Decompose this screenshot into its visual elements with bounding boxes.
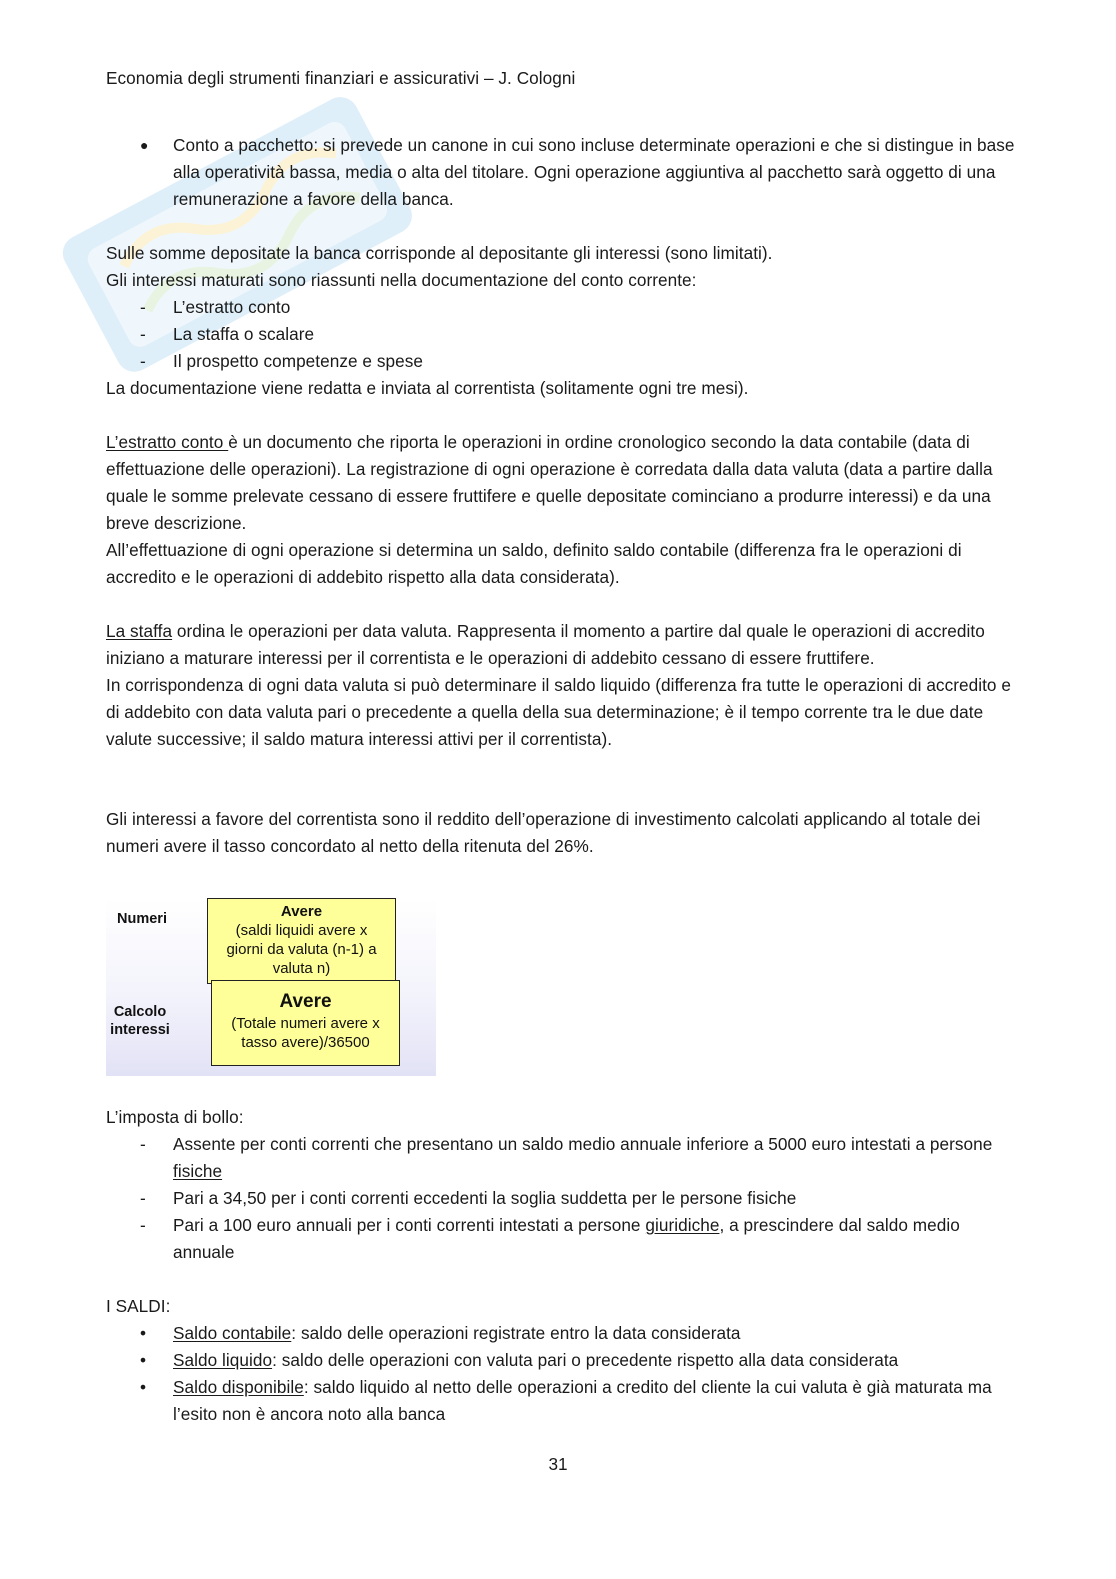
term-staffa: La staffa bbox=[106, 621, 173, 641]
list-item-text: : saldo delle operazioni registrate entro la data considerata bbox=[291, 1323, 741, 1343]
page-number: 31 bbox=[548, 1454, 568, 1474]
calcolo-avere-box bbox=[211, 980, 400, 1066]
dash-marker: - bbox=[140, 297, 146, 317]
interest-diagram bbox=[106, 898, 436, 1076]
label-line: interessi bbox=[110, 1022, 170, 1038]
dash-marker: - bbox=[140, 1134, 146, 1154]
list-item-text: Conto a pacchetto: si prevede un canone in cui sono incluse determinate operazioni e che si distingue in base alla operatività bassa, media o alta del titolare. Ogni operazione aggiuntiva al pacchetto sarà oggetto di una remunerazione a favore della banca. bbox=[173, 135, 1015, 209]
bullet-marker: • bbox=[140, 1377, 147, 1397]
paragraph bbox=[106, 618, 1016, 672]
dash-marker: - bbox=[140, 1215, 146, 1235]
numeri-avere-box bbox=[207, 898, 396, 984]
interessi-section bbox=[106, 806, 1016, 860]
section-title: I SALDI: bbox=[106, 1296, 171, 1316]
paragraph: La documentazione viene redatta e inviata al correntista (solitamente ogni tre mesi). bbox=[106, 378, 749, 398]
list-item-text: Assente per conti correnti che presentano un saldo medio annuale inferiore a 5000 euro intestati a persone bbox=[173, 1134, 993, 1154]
list-item-text: La staffa o scalare bbox=[173, 324, 315, 344]
list-item-text: L’estratto conto bbox=[173, 297, 291, 317]
box-line: (Totale numeri avere x bbox=[231, 1015, 380, 1032]
bollo-section bbox=[106, 1104, 1016, 1266]
list-item-text: : saldo delle operazioni con valuta pari o precedente rispetto alla data considerata bbox=[272, 1350, 899, 1370]
paragraph: All’effettuazione di ogni operazione si determina un saldo, definito saldo contabile (differenza fra le operazioni di accredito e le operazioni di addebito rispetto alla data considerata). bbox=[106, 540, 962, 587]
interest-section bbox=[106, 240, 1016, 402]
term-saldo-contabile: Saldo contabile bbox=[173, 1323, 292, 1343]
running-header: Economia degli strumenti finanziari e assicurativi – J. Cologni bbox=[106, 68, 576, 88]
estratto-conto-section bbox=[106, 429, 1016, 591]
list-item-text: : saldo liquido al netto delle operazioni a credito del cliente la cui valuta è già maturata ma l’esito non è ancora noto alla banca bbox=[173, 1377, 992, 1424]
box-line: tasso avere)/36500 bbox=[241, 1034, 370, 1051]
list-item bbox=[106, 1374, 1016, 1428]
list-item bbox=[106, 294, 1016, 321]
list-item bbox=[106, 1320, 1016, 1347]
paragraph: Gli interessi a favore del correntista sono il reddito dell’operazione di investimento calcolati applicando al totale dei numeri avere il tasso concordato al netto della ritenuta del 26%. bbox=[106, 809, 981, 856]
term-saldo-liquido: Saldo liquido bbox=[173, 1350, 273, 1370]
label-calcolo-interessi bbox=[106, 1003, 174, 1039]
paragraph bbox=[106, 429, 1016, 537]
paragraph: Gli interessi maturati sono riassunti nella documentazione del conto corrente: bbox=[106, 270, 697, 290]
underlined-term: fisiche bbox=[173, 1161, 223, 1181]
list-item-text: Pari a 100 euro annuali per i conti correnti intestati a persone bbox=[173, 1215, 646, 1235]
label-line: Calcolo bbox=[113, 1004, 167, 1020]
list-item bbox=[106, 1347, 1016, 1374]
label-numeri: Numeri bbox=[117, 911, 167, 927]
paragraph: Sulle somme depositate la banca corrisponde al depositante gli interessi (sono limitati). bbox=[106, 243, 773, 263]
staffa-section bbox=[106, 618, 1016, 753]
list-item bbox=[106, 132, 1016, 213]
list-item-text: Pari a 34,50 per i conti correnti eccedenti la soglia suddetta per le persone fisiche bbox=[173, 1188, 797, 1208]
list-item bbox=[106, 1212, 1016, 1266]
box-title: Avere bbox=[280, 903, 323, 920]
intro-bullet-block bbox=[106, 132, 1016, 213]
box-line: valuta n) bbox=[272, 960, 331, 977]
term-saldo-disponibile: Saldo disponibile bbox=[173, 1377, 304, 1397]
bullet-marker: • bbox=[140, 1350, 147, 1370]
bullet-marker: ● bbox=[140, 137, 149, 153]
list-item bbox=[106, 348, 1016, 375]
list-item bbox=[106, 1131, 1016, 1185]
paragraph-text: è un documento che riporta le operazioni in ordine cronologico secondo la data contabile (data di effettuazione delle operazioni). La registrazione di ogni operazione è corredata dalla data valuta (data a partire dalla quale le somme prelevate cessano di essere fruttifere e quelle depositate cominciano a produrre interessi) e da una breve descrizione. bbox=[106, 432, 993, 533]
section-title: L’imposta di bollo: bbox=[106, 1107, 244, 1127]
list-item bbox=[106, 1185, 1016, 1212]
box-line: giorni da valuta (n-1) a bbox=[226, 941, 377, 958]
box-line: (saldi liquidi avere x bbox=[235, 922, 368, 939]
underlined-term: giuridiche bbox=[645, 1215, 720, 1235]
list-item-text: , a prescindere dal saldo medio annuale bbox=[173, 1215, 960, 1262]
list-item bbox=[106, 321, 1016, 348]
paragraph: In corrispondenza di ogni data valuta si può determinare il saldo liquido (differenza fra tutte le operazioni di accredito e di addebito con data valuta pari o precedente a quella della sua determinazione; è il tempo corrente tra le due date valute successive; il saldo matura interessi attivi per il correntista). bbox=[106, 675, 1011, 749]
dash-marker: - bbox=[140, 351, 146, 371]
list-item-text: Il prospetto competenze e spese bbox=[173, 351, 423, 371]
saldi-section bbox=[106, 1293, 1016, 1428]
bullet-marker: • bbox=[140, 1323, 147, 1343]
term-estratto-conto: L’estratto conto bbox=[106, 432, 229, 452]
dash-marker: - bbox=[140, 1188, 146, 1208]
dash-marker: - bbox=[140, 324, 146, 344]
box-title: Avere bbox=[279, 991, 332, 1012]
paragraph-text: ordina le operazioni per data valuta. Rappresenta il momento a partire dal quale le operazioni di accredito iniziano a maturare interessi per il correntista e le operazioni di addebito cessano di essere fruttifere. bbox=[106, 621, 985, 668]
